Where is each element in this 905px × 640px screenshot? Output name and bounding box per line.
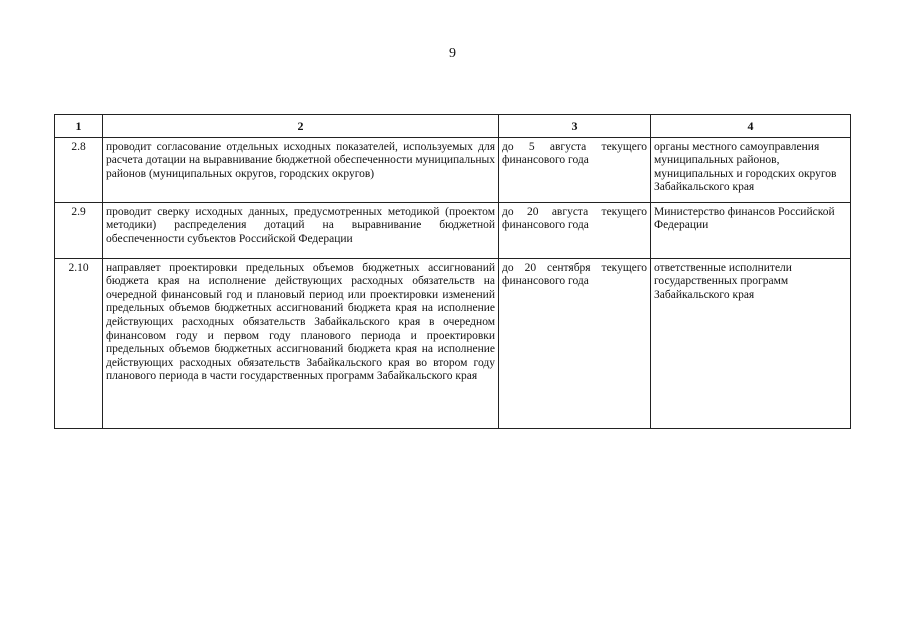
row-number: 2.8 [55,137,103,202]
row-responsible: органы местного самоуправления муниципальных районов, муниципальных и городских округов Забайкальского края [651,137,851,202]
row-description: проводит согласование отдельных исходных показателей, используемых для расчета дотации на выравнивание бюджетной обеспеченности муниципальных районов (муниципальных округов, городских округов) [103,137,499,202]
row-deadline: до 20 августа текущего финансового года [499,202,651,258]
header-col-1: 1 [55,115,103,138]
table-row [55,258,851,428]
table-header-row [55,115,851,138]
row-description: направляет проектировки предельных объемов бюджетных ассигнований бюджета края на исполнение действующих расходных обязательств на очередной финансовый год и плановый период или проектировки изменений предельных объемов бюджетных ассигнований бюджета края на исполнение действующих расходных обязательств Забайкальского края в очередном финансовом году и первом году планового периода и проектировки предельных объемов бюджетных ассигнований бюджета края на исполнение действующих расходных обязательств Забайкальского края во втором году планового периода в части государственных программ Забайкальского края [103,258,499,428]
row-number: 2.10 [55,258,103,428]
header-col-3: 3 [499,115,651,138]
row-deadline: до 5 августа текущего финансового года [499,137,651,202]
row-responsible: Министерство финансов Российской Федерации [651,202,851,258]
page-number: 9 [449,46,456,61]
header-col-2: 2 [103,115,499,138]
header-col-4: 4 [651,115,851,138]
row-description: проводит сверку исходных данных, предусмотренных методикой (проектом методики) распределения дотаций на выравнивание бюджетной обеспеченности субъектов Российской Федерации [103,202,499,258]
row-deadline: до 20 сентября текущего финансового года [499,258,651,428]
row-number: 2.9 [55,202,103,258]
row-responsible: ответственные исполнители государственных программ Забайкальского края [651,258,851,428]
table-row [55,137,851,202]
table-row [55,202,851,258]
schedule-table [54,114,851,429]
